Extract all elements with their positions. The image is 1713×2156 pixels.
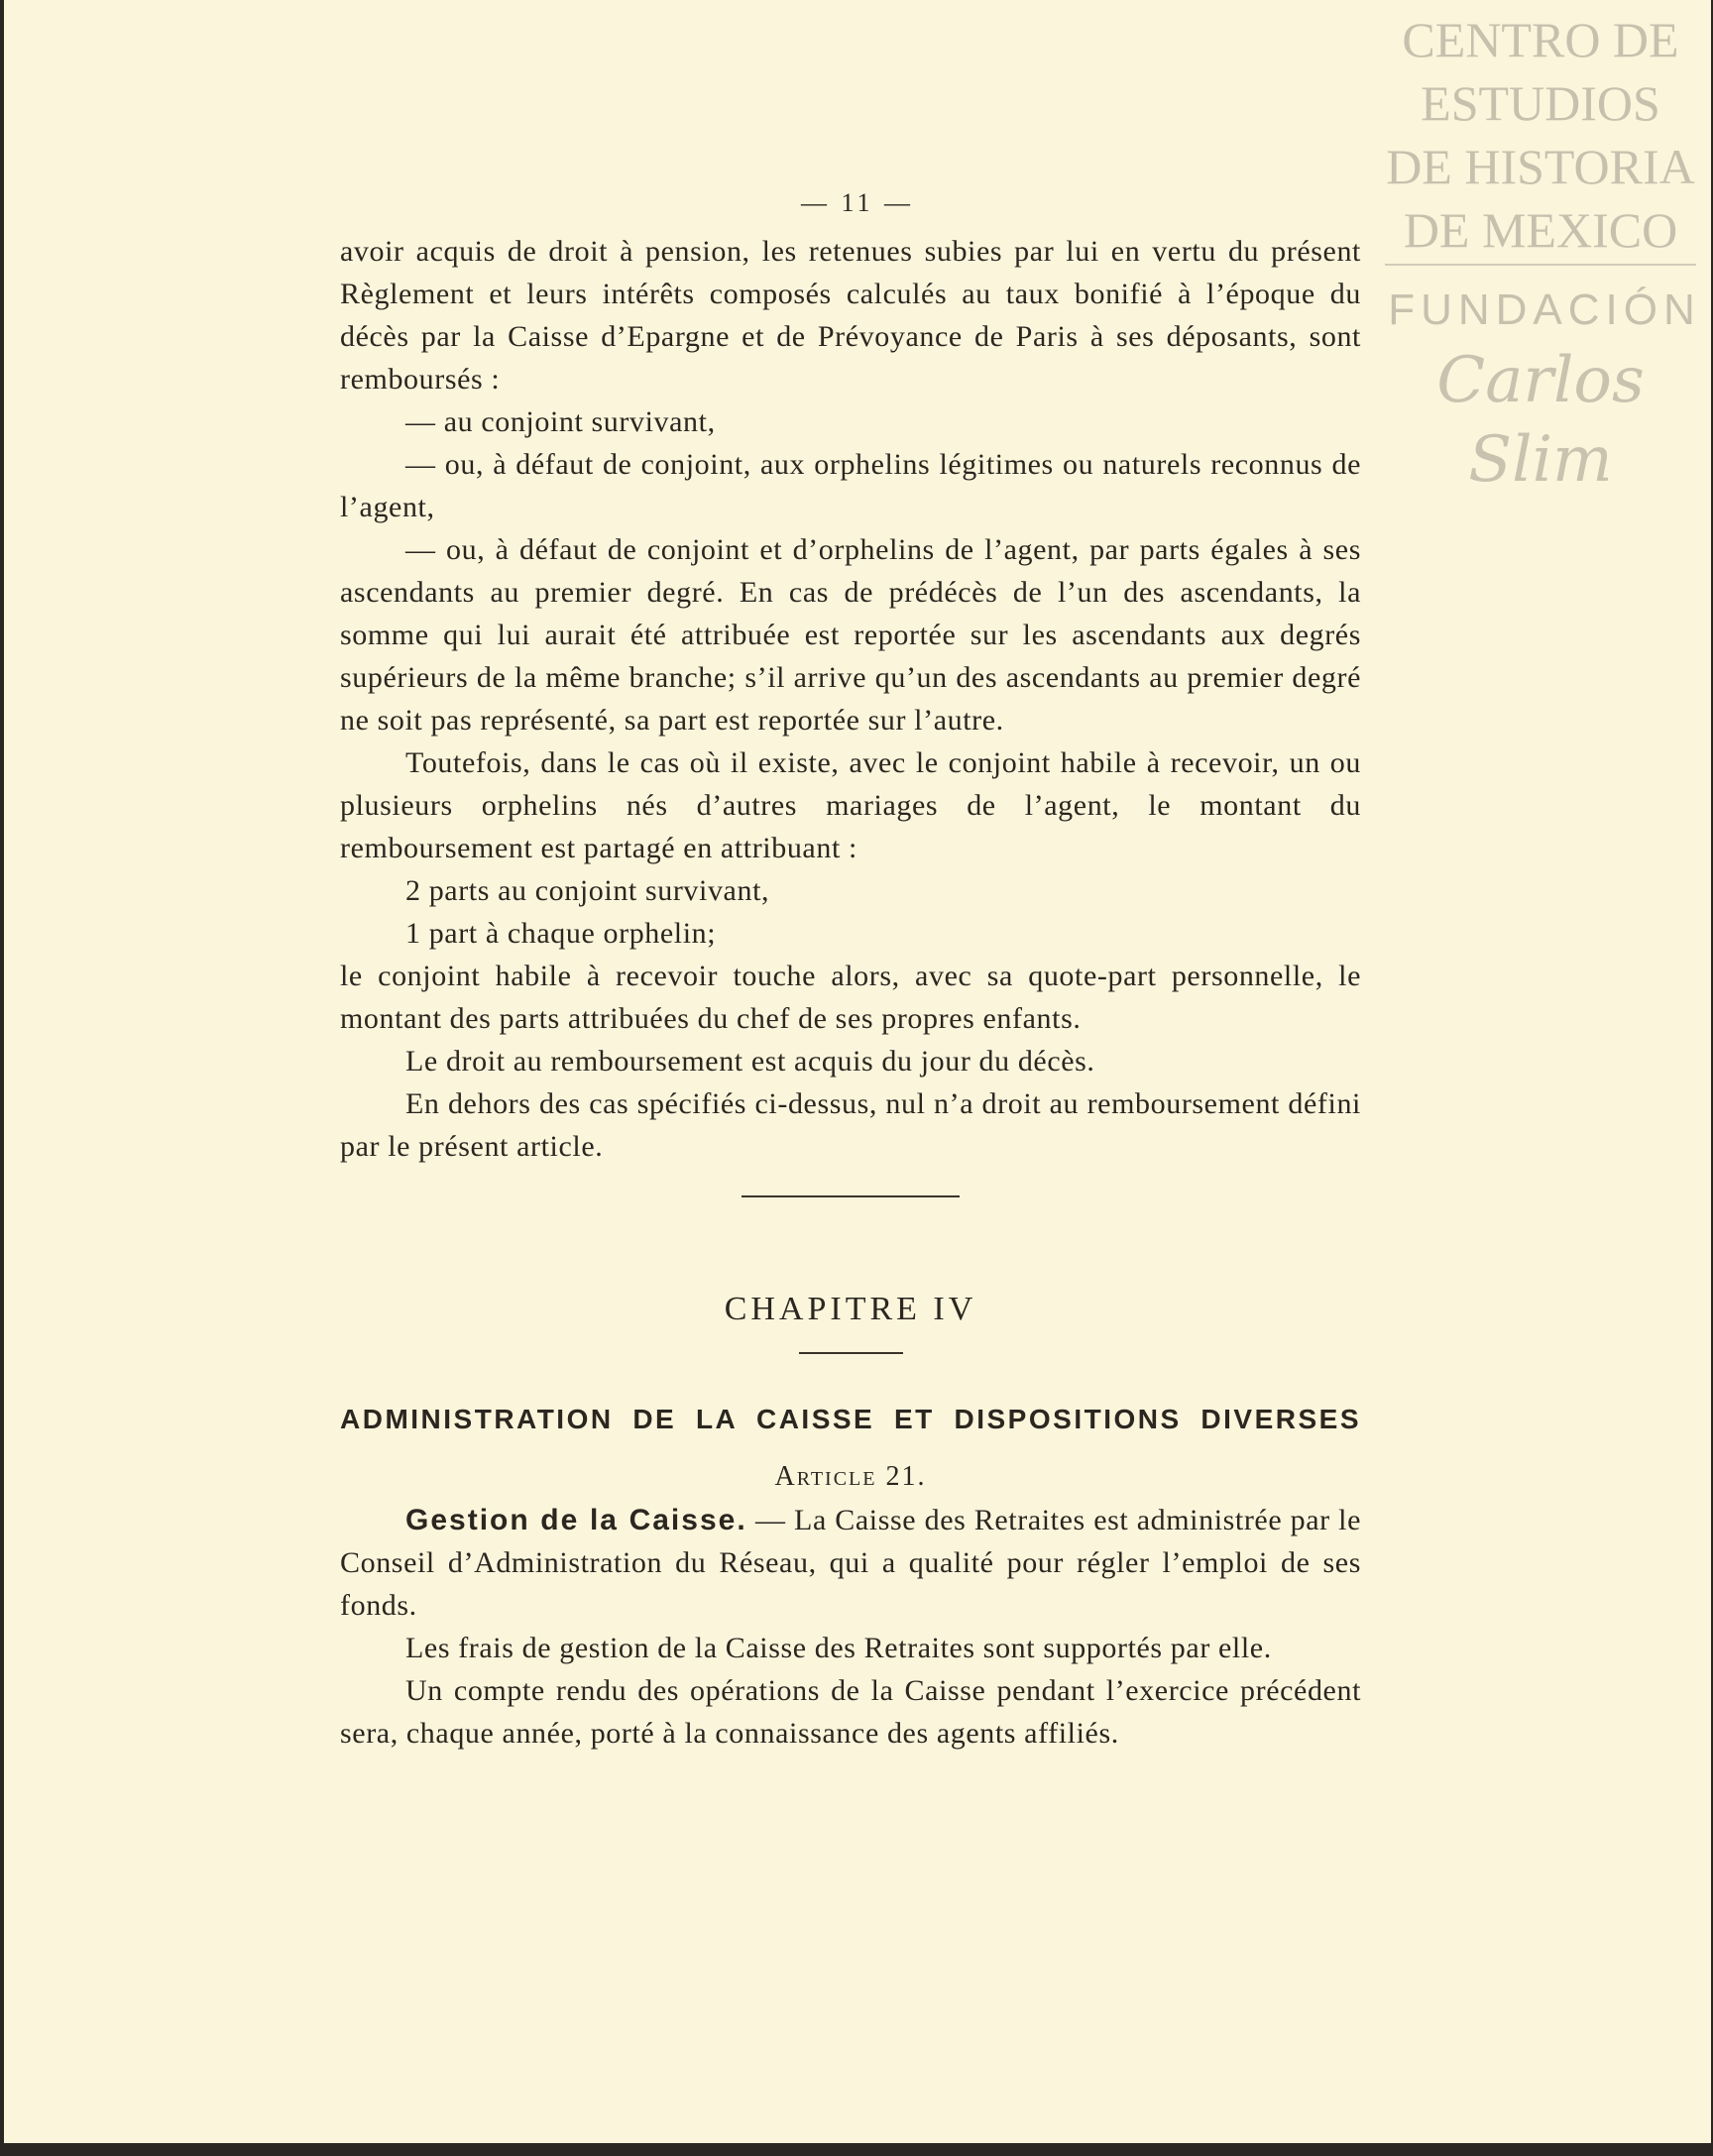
paragraph: le conjoint habile à recevoir touche alors, avec sa quote-part personnelle, le montant des parts attribuées du chef de ses propres enfants.: [340, 960, 1361, 1035]
page-number: — 11 —: [800, 188, 915, 217]
watermark-line: DE MEXICO: [1403, 202, 1678, 258]
watermark-line: ESTUDIOS: [1421, 75, 1660, 131]
paragraph: Un compte rendu des opérations de la Caisse pendant l’exercice précédent sera, chaque année, porté à la connaissance des agents affiliés.: [340, 1674, 1361, 1750]
chapter-divider: [799, 1352, 903, 1354]
paragraph: En dehors des cas spécifiés ci-dessus, nul n’a droit au remboursement défini par le présent article.: [340, 1087, 1361, 1163]
paragraph: Toutefois, dans le cas où il existe, avec le conjoint habile à recevoir, un ou plusieurs orphelins nés d’autres mariages de l’agent, le montant du remboursement est partagé en attribuant :: [340, 746, 1361, 864]
paragraph: [340, 1499, 1361, 1627]
gestion-heading: Gestion de la Caisse.: [405, 1504, 747, 1536]
watermark-rule: [1385, 264, 1696, 266]
watermark-signature: Carlos Slim: [1436, 344, 1645, 497]
paragraph: avoir acquis de droit à pension, les retenues subies par lui en vertu du présent Règlement et leurs intérêts composés calculés au taux bonifié à l’époque du décès par la Caisse d’Epargne et de Prévoyance de Paris à ses déposants, sont remboursés :: [340, 235, 1361, 396]
paragraph: — ou, à défaut de conjoint et d’orphelins de l’agent, par parts égales à ses ascendants au premier degré. En cas de prédécès de l’un des ascendants, la somme qui lui aurait été attribuée est reportée sur les ascendants aux degrés supérieurs de la même branche; s’il arrive qu’un des ascendants au premier degré ne soit pas représenté, sa part est reportée sur l’autre.: [340, 533, 1361, 737]
gestion-text: — La Caisse des Retraites est administrée par le Conseil d’Administration du Réseau, qui a qualité pour régler l’emploi de ses fonds.: [340, 1504, 1361, 1622]
archive-watermark: [1377, 8, 1704, 500]
list-item: 2 parts au conjoint survivant,: [405, 874, 770, 907]
list-item: 1 part à chaque orphelin;: [405, 917, 717, 950]
chapter-title: CHAPITRE IV: [724, 1291, 977, 1327]
watermark-line: CENTRO DE: [1402, 12, 1679, 67]
article-heading: Article 21.: [774, 1461, 927, 1492]
watermark-foundation: FUNDACIÓN: [1388, 285, 1701, 334]
section-title: ADMINISTRATION DE LA CAISSE ET DISPOSITIONS DIVERSES: [340, 1404, 1361, 1434]
section-divider: [742, 1195, 960, 1197]
paragraph: Les frais de gestion de la Caisse des Retraites sont supportés par elle.: [405, 1632, 1272, 1664]
paragraph: — au conjoint survivant,: [405, 405, 716, 438]
paragraph: Le droit au remboursement est acquis du jour du décès.: [405, 1045, 1095, 1078]
document-body: [340, 230, 1361, 1755]
paragraph: — ou, à défaut de conjoint, aux orphelins légitimes ou naturels reconnus de l’agent,: [340, 448, 1361, 523]
document-page: [4, 0, 1711, 2143]
watermark-line: DE HISTORIA: [1386, 139, 1695, 194]
